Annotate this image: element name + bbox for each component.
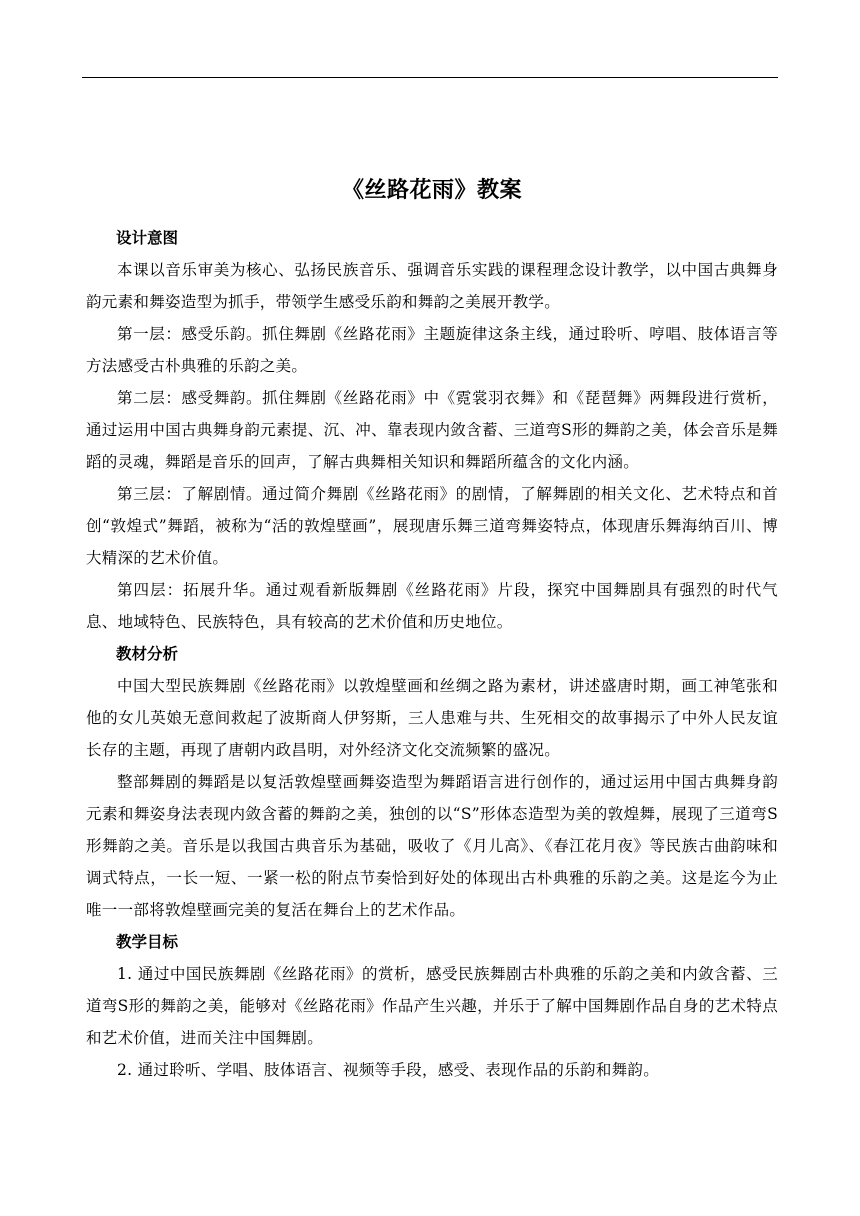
header-rule — [82, 77, 778, 78]
paragraph: 第一层：感受乐韵。抓住舞剧《丝路花雨》主题旋律这条主线，通过聆听、哼唱、肢体语言等方法感受古朴典雅的乐韵之美。 — [86, 325, 778, 375]
section-design-intent — [86, 222, 778, 638]
paragraph: 第三层：了解剧情。通过简介舞剧《丝路花雨》的剧情，了解舞剧的相关文化、艺术特点和首创“敦煌式”舞蹈，被称为“活的敦煌壁画”，展现唐乐舞三道弯舞姿特点，体现唐乐舞海纳百川、博大精深的艺术价值。 — [86, 485, 778, 567]
section-material-analysis — [86, 638, 778, 926]
section-heading: 设计意图 — [116, 229, 179, 247]
paragraph: 第二层：感受舞韵。抓住舞剧《丝路花雨》中《霓裳羽衣舞》和《琵琶舞》两舞段进行赏析，通过运用中国古典舞身韵元素提、沉、冲、靠表现内敛含蓄、三道弯S形的舞韵之美，体会音乐是舞蹈的灵魂，舞蹈是音乐的回声，了解古典舞相关知识和舞蹈所蕴含的文化内涵。 — [86, 389, 778, 471]
paragraph: 整部舞剧的舞蹈是以复活敦煌壁画舞姿造型为舞蹈语言进行创作的，通过运用中国古典舞身韵元素和舞姿身法表现内敛含蓄的舞韵之美，独创的以“S”形体态造型为美的敦煌舞，展现了三道弯S形舞韵之美。音乐是以我国古典音乐为基础，吸收了《月儿高》、《春江花月夜》等民族古曲韵味和调式特点，一长一短、一紧一松的附点节奏恰到好处的体现出古朴典雅的乐韵之美。这是迄今为止唯一一部将敦煌壁画完美的复活在舞台上的艺术作品。 — [86, 773, 778, 919]
paragraph: 1. 通过中国民族舞剧《丝路花雨》的赏析，感受民族舞剧古朴典雅的乐韵之美和内敛含蓄、三道弯S形的舞韵之美，能够对《丝路花雨》作品产生兴趣，并乐于了解中国舞剧作品自身的艺术特点和艺术价值，进而关注中国舞剧。 — [86, 965, 778, 1047]
paragraph: 第四层：拓展升华。通过观看新版舞剧《丝路花雨》片段，探究中国舞剧具有强烈的时代气息、地域特色、民族特色，具有较高的艺术价值和历史地位。 — [86, 581, 778, 631]
section-heading: 教材分析 — [116, 645, 179, 663]
page-title: 《丝路花雨》教案 — [341, 178, 522, 203]
section-teaching-goals — [86, 926, 778, 1086]
section-heading: 教学目标 — [116, 933, 179, 951]
paragraph: 2. 通过聆听、学唱、肢体语言、视频等手段，感受、表现作品的乐韵和舞韵。 — [117, 1061, 660, 1079]
document-body — [86, 170, 778, 1086]
paragraph: 中国大型民族舞剧《丝路花雨》以敦煌壁画和丝绸之路为素材，讲述盛唐时期，画工神笔张和他的女儿英娘无意间救起了波斯商人伊努斯，三人患难与共、生死相交的故事揭示了中外人民友谊长存的主题，再现了唐朝内政昌明，对外经济文化交流频繁的盛况。 — [86, 677, 778, 759]
paragraph: 本课以音乐审美为核心、弘扬民族音乐、强调音乐实践的课程理念设计教学，以中国古典舞身韵元素和舞姿造型为抓手，带领学生感受乐韵和舞韵之美展开教学。 — [86, 261, 778, 311]
